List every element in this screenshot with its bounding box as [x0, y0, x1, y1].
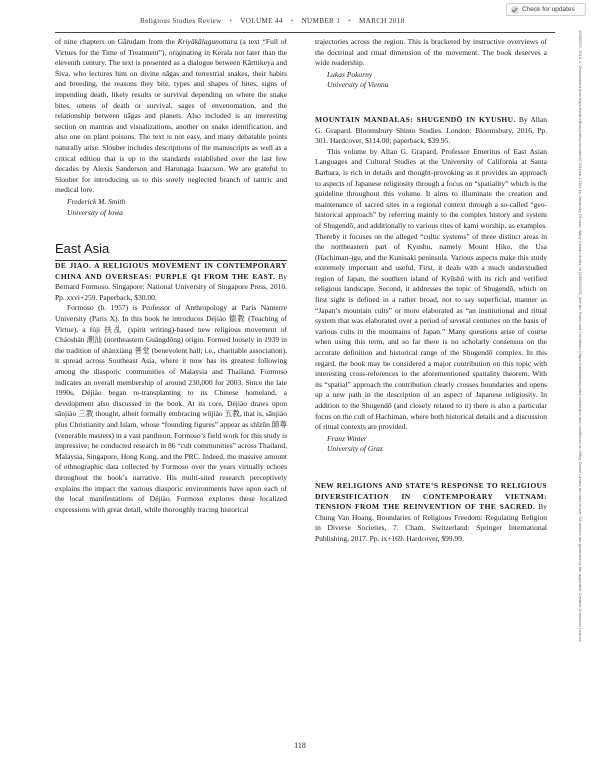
review-title: DE JIAO. A RELIGIOUS MOVEMENT IN CONTEMPORARY CHINA AND OVERSEAS: PURPLE QI FROM THE EAST.	[55, 261, 287, 281]
review-title: NEW RELIGIONS AND STATE’S RESPONSE TO RELIGIOUS DIVERSIFICATION IN CONTEMPORARY VIETNAM: TENSION FROM THE REINVENTION OF THE SACRED.	[315, 480, 547, 512]
download-notice: 15480922, 2018, 1, Downloaded from https://onlinelibrary.wiley.com/doi/10.1111/rsr.13301 by University Of Iowa, Wiley Online Library on [18/02/2023]. See the Terms and Conditions (https://onlinelibrary.wiley.com/terms-and-conditions) on Wiley Online Library for rules of use; OA articles are governed by the applicable Creative Commons License	[578, 30, 583, 642]
check-icon	[511, 6, 519, 14]
review-entry	[55, 261, 287, 303]
separator-dot: •	[348, 17, 351, 25]
bibliographic-info: By Allan G. Grapard. Bloomsbury Shinto Studies. London: Bloomsbury, 2016, Pp. 301. Hardcover, $114.00; paperback, $39.95.	[315, 114, 547, 146]
header-rule	[55, 32, 555, 33]
left-column	[55, 37, 287, 515]
review-entry	[315, 115, 547, 147]
paragraph: trajectories across the region. This is bracketed by instructive overviews of the doctrinal and ritual dimension of the movement. The book deserves a wide readership.	[315, 37, 547, 68]
review-title: MOUNTAIN MANDALAS: SHUGENDŌ IN KYUSHU.	[315, 114, 516, 124]
separator-dot: •	[229, 17, 233, 25]
running-header	[140, 17, 560, 25]
reviewer-affiliation: University of Graz	[327, 444, 383, 454]
volume: VOLUME 44	[240, 17, 283, 25]
signature-block	[67, 197, 287, 218]
check-for-updates-button[interactable]	[506, 3, 586, 16]
separator-dot: •	[290, 17, 294, 25]
signature-block	[327, 70, 547, 91]
bibliographic-info: By Chung Van Hoang. Boundaries of Religious Freedom: Regulating Religion in Diverse Societies, 7. Cham, Switzerland: Springer International Publishing, 2017. Pp. ix+169. Hardcover, $99.99.	[315, 502, 547, 543]
reviewer-name: Franz Winter	[327, 433, 367, 443]
reviewer-name: Frederick M. Smith	[67, 196, 126, 206]
reviewer-affiliation: University of Iowa	[67, 207, 123, 217]
bibliographic-info: By Bernard Formoso. Singapore: National University of Singapore Press, 2010. Pp. xxvi+259. Paperback, $30.00.	[55, 271, 287, 302]
review-body: Formoso (b. 1957) is Professor of Anthropology at Paris Nanterre University (Paris X). In this book he introduces Déjiào 德教 (Teaching of Virtue), a fúji 扶乩 (spirit writing)-based new religious movement of Cháoshàn 潮汕 (northeastern Guǎngdōng) origin. Formed loosely in 1939 in the tradition of shànxiàng 善堂 (benevolent hall; i.e., charitable association), it spread across Southeast Asia, where it now has its greatest following among the diasporic communities of Malaysia and Thailand. Formoso indicates an overall membership of around 230,000 for 2003. Since the late 1990s, Déjiào began re-transplanting to its Chinese homeland, a development also discussed in the book. At its core, Déjiào draws upon sānjiào 三教 thought, albeit formally embracing wǔjiào 五教, that is, sānjiào plus Christianity and Islam, whose “founding figures” appear as shīzūn 師尊 (venerable masters) in a vast pantheon. Formoso’s field work for this study is impressive; he conducted research in 86 “cult communities” across Thailand, Malaysia, Singapore, Hong Kong, and the PRC. Indeed, the massive amount of ethnographic data collected by Formoso over the years virtually echoes throughout the book’s narrative. His multi-sited research perceptively explains the impact the various diasporic environments have upon each of the local manifestations of Déjiào. Formoso explores these localized expressions with great detail, while thoroughly tracing historical	[55, 303, 287, 514]
spacer	[315, 455, 547, 481]
download-sidebar	[569, 30, 591, 770]
review-body: This volume by Allan G. Grapard, Professor Emeritus of East Asian Languages and Cultural Studies at the University of California at Santa Barbara, is rich in details and thought-provoking as it provides an approach to aspects of Japanese religiosity through a focus on “spatiality” which is the guideline throughout this volume. It aims to illuminate the creation and maintenance of sacred sites in a regional context through a so-called “geo-historical approach” by referring mainly to the complex history and system of Shugendō, and additionally to various rites of kami worship, as examples. Thereby it focuses on the alleged “cultic systems” of three distinct areas in the northeastern part of Kyushu, namely Mount Hiko, the Usa (Hachiman-)gu, and the Kunisaki peninsula. Various aspects make this study extremely important and useful. First, it deals with a much understudied region of Japan, the southern island of Kyūshū with its rich and verified religious landscape. Second, it addresses the topic of Shugendō, which on first sight is defined in a rather broad, not to say superficial, manner as “Japan’s mountain cults” or more elaborated as “an institutional and ritual system that was elaborated over a period of several centuries on the basis of various cults in the mountains of Japan.” Many questions arise of course when using this term, and so far there is no scholarly consensus on the accurate definition and historical range of the Shugendō complex. In this regard, the book may be considered a major contribution on this topic with interesting cross-references to the aforementioned spatiality theorem. With its “spatial” approach the contribution clearly crosses boundaries and opens up a new path in the description of an aspect of Japanese religiosity. In addition to the Shugendō (and closely related to it) there is also a particular focus on the cult of Hachiman, where both historical details and a discussion of ritual contexts are provided.	[315, 146, 547, 432]
signature-block	[327, 434, 547, 455]
check-for-updates-label: Check for updates	[522, 6, 575, 13]
text-run: (a text “Full of Virtues for the Time of Treatment”), originating in Kerala not later than the eleventh century. The text is presented as a dialogue between Kārttikeya and Śiva, who lectures him on divine nāgas and terrestrial snakes, their habits and breeding, the reasons they bite, types and shapes of bites, signs of impending death, likely results or survival depending on where the snake bites, omens of death or survival, sages of envenomation, and the relationship between nāgas and planets. Also included is an interesting section on mantras and visualizations, another on snake identification, and also one on plant poisons. The text is not easy, and many debatable points naturally arise. Slouber includes descriptions of the manuscripts as well as a critical edition that is up to the standards established over the last few decades by Alexis Sanderson and Harunaga Isaacson. We are grateful to Slouber for introducing us to this sorely neglected branch of tantric and medical lore.	[55, 37, 287, 195]
spacer	[315, 91, 547, 115]
reviewer-affiliation: University of Vienna	[327, 80, 389, 90]
issue-number: NUMBER 1	[301, 17, 341, 25]
page-number: 118	[294, 741, 306, 750]
reviewer-name: Lukas Pokorny	[327, 69, 373, 79]
right-column	[315, 37, 547, 545]
book-title-italic: Kriyākālaguṇottara	[177, 37, 238, 46]
issue-date: MARCH 2018	[358, 17, 405, 25]
section-heading: East Asia	[55, 242, 287, 261]
paragraph	[55, 37, 287, 196]
text-run: of nine chapters on Gāruḍam from the	[55, 37, 178, 46]
review-entry	[315, 481, 547, 545]
journal-name: Religious Studies Review	[140, 17, 222, 25]
